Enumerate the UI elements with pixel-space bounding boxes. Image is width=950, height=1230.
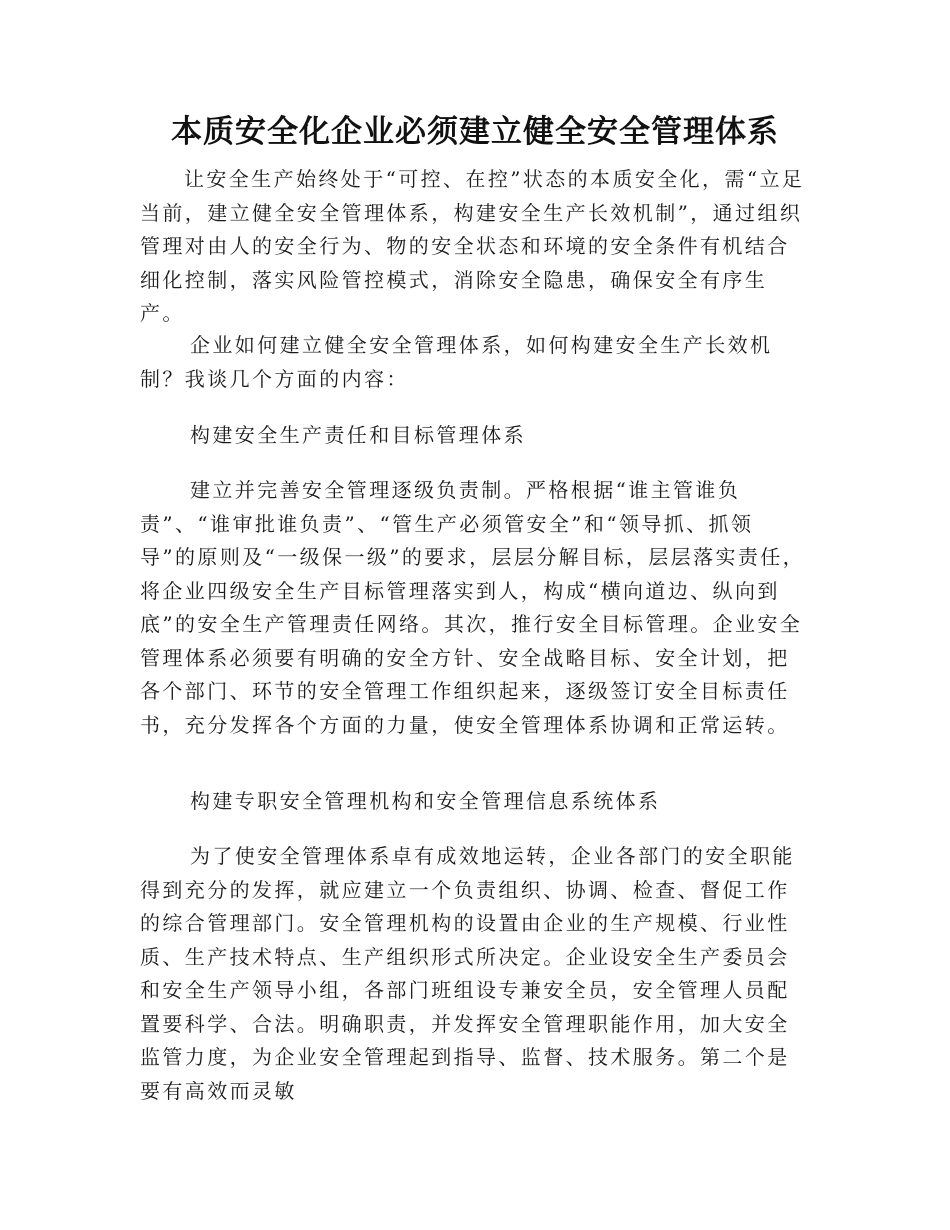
paragraph-intro: 让安全生产始终处于“可控、在控”状态的本质安全化，需“立足当前，建立健全安全管理体系，构建安全生产长效机制”，通过组织管理对由人的安全行为、物的安全状态和环境的安全条件有机结合细化控制，落实风险管控模式，消除安全隐患，确保安全有序生产。	[140, 167, 805, 325]
paragraph-question: 企业如何建立健全安全管理体系，如何构建安全生产长效机制？我谈几个方面的内容：	[140, 333, 773, 391]
section-heading-responsibility: 构建安全生产责任和目标管理体系	[190, 423, 526, 447]
document-title: 本质安全化企业必须建立健全安全管理体系	[171, 114, 779, 150]
paragraph-organization: 为了使安全管理体系卓有成效地运转，企业各部门的安全职能得到充分的发挥，就应建立一个负责组织、协调、检查、督促工作的综合管理部门。安全管理机构的设置由企业的生产规模、行业性质、生产技术特点、生产组织形式所决定。企业设安全生产委员会和安全生产领导小组，各部门班组设专兼安全员，安全管理人员配置要科学、合法。明确职责，并发挥安全管理职能作用，加大安全监管力度，为企业安全管理起到指导、监督、技术服务。第二个是要有高效而灵敏	[140, 844, 795, 1103]
paragraph-responsibility: 建立并完善安全管理逐级负责制。严格根据“谁主管谁负责”、“谁审批谁负责”、“管生产必须管安全”和“领导抓、抓领导”的原则及“一级保一级”的要求，层层分解目标，层层落实责任，将企业四级安全生产目标管理落实到人，构成“横向道边、纵向到底”的安全生产管理责任网络。其次，推行安全目标管理。企业安全管理体系必须要有明确的安全方针、安全战略目标、安全计划，把各个部门、环节的安全管理工作组织起来，逐级签订安全目标责任书，充分发挥各个方面的力量，使安全管理体系协调和正常运转。	[140, 478, 806, 737]
section-heading-organization: 构建专职安全管理机构和安全管理信息系统体系	[190, 789, 661, 813]
